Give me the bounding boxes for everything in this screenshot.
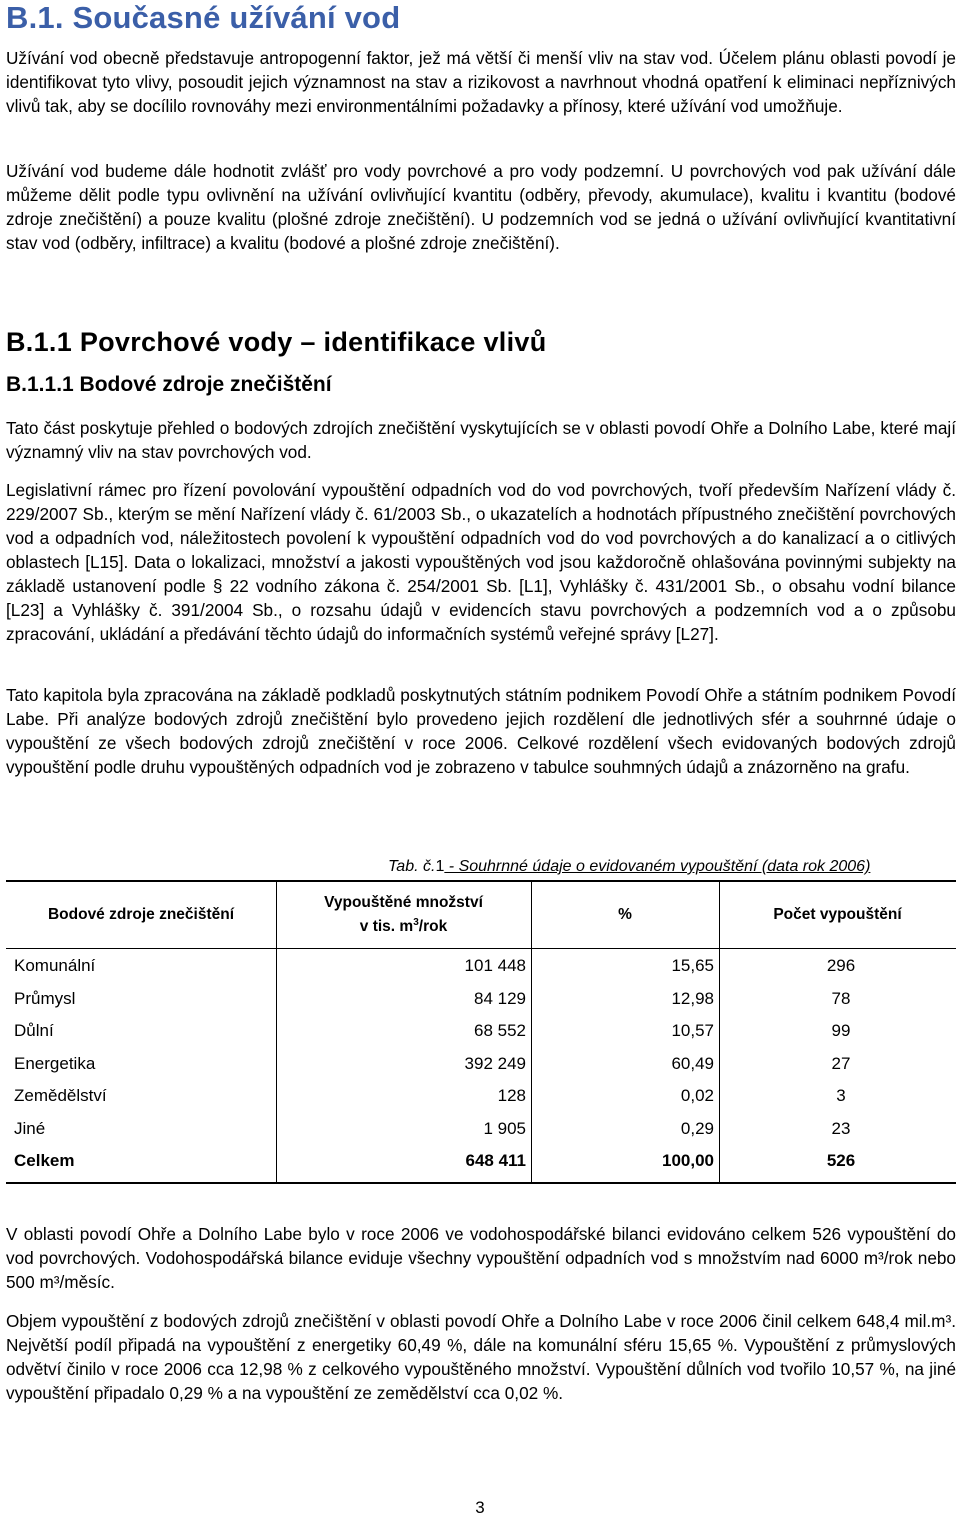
header-count xyxy=(719,882,956,948)
cell-count: 526 xyxy=(826,1151,856,1170)
table-total-row xyxy=(6,1146,956,1179)
header-amount-unit: v tis. m xyxy=(359,918,414,936)
cell-source: Důlní xyxy=(14,1021,54,1040)
usage-paragraph: Užívání vod budeme dále hodnotit zvlášť pro vody povrchové a pro vody podzemní. U povrchových vod pak užívání dále můžeme dělit podle typu ovlivnění na užívání ovlivňující kvantitu (odběry, převody, akumulace), kvalitu i kvantitu (bodové zdroje znečištění) a pouze kvalitu (plošné zdroje znečištění). U podzemních vod se jedná o užívání ovlivňující kvantitativní stav vod (odběry, infiltrace) a kvalitu (bodové a plošné zdroje znečištění). xyxy=(6,161,956,253)
cell-amount: 392 249 xyxy=(464,1054,526,1073)
cell-count: 78 xyxy=(831,989,851,1008)
table-header-rule xyxy=(6,948,956,949)
volume-paragraph: Objem vypouštění z bodových zdrojů znečištění v oblasti povodí Ohře a Dolního Labe v roce 2006 činil celkem 648,4 mil.m³. Největší podíl připadá na vypouštění z energetiky 60,49 %, dále na komunální sféru 15,65 %. Vypouštění z průmyslových odvětví činilo v roce 2006 cca 12,98 % z celkového vypouštěného množství. Vypouštění důlních vod tvořilo 10,57 %, na jiné vypouštění připadalo 0,29 % a na vypouštění ze zemědělství cca 0,02 %. xyxy=(6,1311,956,1403)
table-row xyxy=(6,1016,956,1049)
subsection-heading: B.1.1 Povrchové vody – identifikace vlivů xyxy=(6,327,547,357)
chapter-paragraph: Tato kapitola byla zpracována na základě podkladů poskytnutých státním podnikem Povodí Ohře a státním podnikem Povodí Labe. Při analýze bodových zdrojů znečištění bylo provedeno jejich rozdělení dle jednotlivých sfér a souhrnné údaje o vypouštění ze všech bodových zdrojů znečištění v roce 2006. Celkové rozdělení všech evidovaných bodových zdrojů vypouštění podle druhu vypouštěných odpadních vod je zobrazeno v tabulce souhmných údajů a znázorněno na grafu. xyxy=(6,685,956,777)
cell-count: 3 xyxy=(836,1086,846,1105)
header-amount-label xyxy=(324,893,483,937)
cell-count: 27 xyxy=(831,1054,851,1073)
cell-percent: 15,65 xyxy=(671,956,714,975)
header-amount-line2 xyxy=(324,913,483,937)
cell-source: Celkem xyxy=(14,1151,75,1170)
cell-amount: 68 552 xyxy=(474,1021,526,1040)
cell-percent: 10,57 xyxy=(671,1021,714,1040)
cell-amount: 101 448 xyxy=(464,956,526,975)
table-row xyxy=(6,951,956,984)
caption-title: - Souhrnné údaje o evidovaném vypouštění (data rok 2006) xyxy=(444,858,871,875)
evidence-paragraph: V oblasti povodí Ohře a Dolního Labe bylo v roce 2006 ve vodohospodářské bilanci evidováno celkem 526 vypouštění do vod povrchových. Vodohospodářská bilance eviduje všechny vypouštění odpadních vod s množstvím nad 6000 m³/rok nebo 500 m³/měsíc. xyxy=(6,1224,956,1292)
cell-source: Průmysl xyxy=(14,989,76,1008)
table-row xyxy=(6,984,956,1017)
cell-percent: 100,00 xyxy=(662,1151,714,1170)
cell-amount: 1 905 xyxy=(483,1119,526,1138)
cell-count: 99 xyxy=(831,1021,851,1040)
legislation-paragraph: Legislativní rámec pro řízení povolování vypouštění odpadních vod do vod povrchových, tvoří především Nařízení vlády č. 229/2007 Sb., kterým se mění Nařízení vlády č. 61/2003 Sb., o ukazatelích a hodnotách přípustného znečištění povrchových vod a odpadních vod, náležitostech povolení k vypouštění odpadních vod do vod povrchových a do kanalizací a o citlivých oblastech [L15]. Data o lokalizaci, množství a jakosti vypouštěných vod jsou každoročně ohlašována povinnými subjekty na základě ustanovení podle § 22 vodního zákona č. 254/2001 Sb. [L1], Vyhlášky č. 431/2001 Sb., o obsahu vodní bilance [L23] a Vyhlášky č. 391/2004 Sb., o rozsahu údajů v evidencích stavu povrchových a podzemních vod a o způsobu zpracování, ukládání a předávání těchto údajů do informačních systémů veřejné správy [L27]. xyxy=(6,480,956,644)
header-source-label: Bodové zdroje znečištění xyxy=(47,906,235,923)
cell-count: 23 xyxy=(831,1119,851,1138)
table-row xyxy=(6,1081,956,1114)
cell-count: 296 xyxy=(826,956,856,975)
caption-number: 1 xyxy=(435,858,445,875)
subsubsection-heading: B.1.1.1 Bodové zdroje znečištění xyxy=(6,373,332,396)
section-heading: B.1. Současné užívání vod xyxy=(6,0,401,35)
header-amount-exp: 3 xyxy=(413,916,419,928)
table-row xyxy=(6,1049,956,1082)
cell-amount: 84 129 xyxy=(474,989,526,1008)
header-amount-per: /rok xyxy=(418,918,448,936)
cell-percent: 12,98 xyxy=(671,989,714,1008)
header-count-label: Počet vypouštění xyxy=(773,906,902,923)
header-percent-label: % xyxy=(618,906,632,923)
overview-paragraph: Tato část poskytuje přehled o bodových zdrojích znečištění vyskytujících se v oblasti povodí Ohře a Dolního Labe, které mají významný vliv na stav povrchových vod. xyxy=(6,418,956,462)
header-percent xyxy=(531,882,719,948)
cell-amount: 648 411 xyxy=(465,1151,526,1170)
caption-prefix: Tab. č. xyxy=(388,858,436,875)
cell-source: Jiné xyxy=(14,1119,46,1138)
cell-percent: 0,29 xyxy=(680,1119,714,1138)
cell-source: Energetika xyxy=(14,1054,96,1073)
cell-percent: 60,49 xyxy=(671,1054,714,1073)
cell-source: Zemědělství xyxy=(14,1086,107,1105)
cell-percent: 0,02 xyxy=(680,1086,714,1105)
header-amount-line1: Vypouštěné množství xyxy=(324,893,483,911)
summary-table xyxy=(6,880,956,1184)
intro-paragraph: Užívání vod obecně představuje antropogenní faktor, jež má větší či menší vliv na stav vod. Účelem plánu oblasti povodí je identifikovat tyto vlivy, posoudit jejich významnost na stav a rizikovost a navrhnout vhodná opatření k eliminaci nepříznivých vlivů tak, aby se docílilo rovnováhy mezi environmentálními požadavky a přínosy, které užívání vod umožňuje. xyxy=(6,48,956,116)
page-number: 3 xyxy=(475,1498,485,1517)
table-caption xyxy=(388,858,870,876)
header-amount xyxy=(276,882,531,948)
cell-amount: 128 xyxy=(497,1086,526,1105)
table-row xyxy=(6,1114,956,1147)
cell-source: Komunální xyxy=(14,956,96,975)
header-source xyxy=(6,882,276,948)
